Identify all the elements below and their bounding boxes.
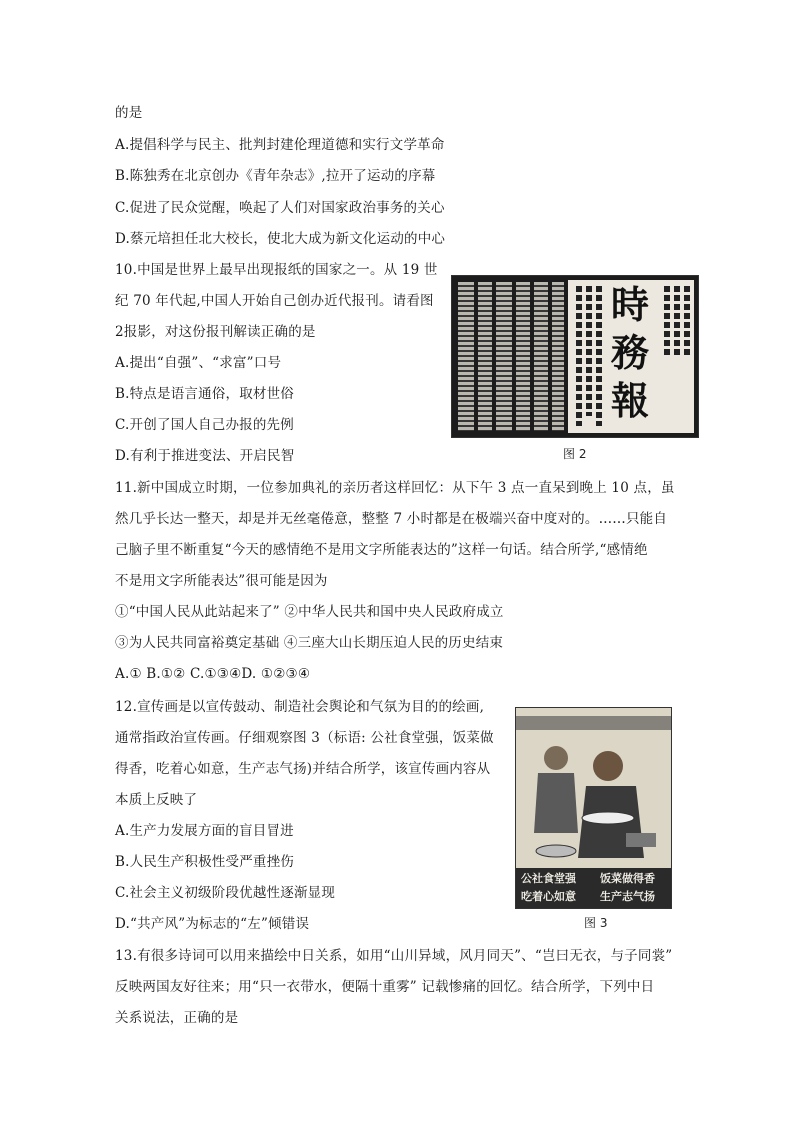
q13-stem-line2: 反映两国友好往来；用“只一衣带水，便隔十重雾” 记载惨痛的回忆。结合所学，下列中日 bbox=[115, 979, 655, 995]
q12-option-a: A.生产力发展方面的盲目冒进 bbox=[115, 823, 294, 839]
newspaper-title-char-1: 時 bbox=[610, 282, 649, 327]
q9-option-d: D.蔡元培担任北大校长，使北大成为新文化运动的中心 bbox=[115, 231, 446, 247]
q10-stem-line1: 10.中国是世界上最早出现报纸的国家之一。从 19 世 bbox=[115, 262, 438, 278]
q11-items-3-4: ③为人民共同富裕奠定基础 ④三座大山长期压迫人民的历史结束 bbox=[115, 635, 504, 651]
newspaper-title-char-2: 務 bbox=[610, 330, 649, 375]
poster-illustration bbox=[516, 708, 671, 868]
q12-stem-line1: 12.宣传画是以宣传鼓动、制造社会舆论和气氛为目的的绘画, bbox=[115, 699, 485, 715]
q10-stem-line3: 2报影，对这份报刊解读正确的是 bbox=[115, 324, 316, 340]
figure-3-caption: 图 3 bbox=[584, 916, 608, 930]
q12-stem-line2: 通常指政治宣传画。仔细观察图 3（标语: 公社食堂强，饭菜做 bbox=[115, 730, 494, 746]
newspaper-title-char-3: 報 bbox=[610, 378, 649, 423]
q12-stem-line4: 本质上反映了 bbox=[115, 792, 198, 808]
q10-option-b: B.特点是语言通俗，取材世俗 bbox=[115, 386, 295, 402]
q10-option-d: D.有利于推进变法、开启民智 bbox=[115, 448, 295, 464]
q10-option-a: A.提出“自强”、“求富”口号 bbox=[115, 355, 282, 371]
poster-slogan-3: 吃着心如意 bbox=[521, 890, 576, 903]
poster-slogan-1: 公社食堂强 bbox=[521, 872, 576, 885]
q11-stem-line1: 11.新中国成立时期，一位参加典礼的亲历者这样回忆：从下午 3 点一直呆到晚上 10 点，虽 bbox=[115, 480, 675, 496]
q12-option-d: D.“共产风”为标志的“左”倾错误 bbox=[115, 916, 310, 932]
q10-stem-line2: 纪 70 年代起,中国人开始自己创办近代报刊。请看图 bbox=[115, 293, 434, 309]
propaganda-poster-image bbox=[515, 707, 672, 909]
poster-slogan-2: 饭菜做得香 bbox=[600, 872, 655, 885]
q9-option-c: C.促进了民众觉醒，唤起了人们对国家政治事务的关心 bbox=[115, 200, 445, 216]
q11-stem-line4: 不是用文字所能表达”很可能是因为 bbox=[115, 573, 328, 589]
q11-stem-line2: 然几乎长达一整天，却是并无丝毫倦意，整整 7 小时都是在极端兴奋中度对的。……只能自 bbox=[115, 511, 668, 527]
poster-slogan-4: 生产志气扬 bbox=[600, 890, 655, 903]
q11-choices: A.① B.①② C.①③④D. ①②③④ bbox=[115, 666, 311, 682]
q9-option-b: B.陈独秀在北京创办《青年杂志》,拉开了运动的序幕 bbox=[115, 168, 436, 184]
q13-stem-line1: 13.有很多诗词可以用来描绘中日关系，如用“山川异域，风月同天”、“岂曰无衣，与子同裳” bbox=[115, 948, 673, 964]
figure-2-caption: 图 2 bbox=[563, 447, 587, 461]
q11-items-1-2: ①“中国人民从此站起来了” ②中华人民共和国中央人民政府成立 bbox=[115, 604, 504, 620]
q11-stem-line3: 己脑子里不断重复“今天的感情绝不是用文字所能表达的”这样一句话。结合所学,“感情绝 bbox=[115, 542, 648, 558]
q9-option-a: A.提倡科学与民主、批判封建伦理道德和实行文学革命 bbox=[115, 137, 445, 153]
q10-option-c: C.开创了国人自己办报的先例 bbox=[115, 417, 294, 433]
q12-option-c: C.社会主义初级阶段优越性逐渐显现 bbox=[115, 885, 336, 901]
q12-option-b: B.人民生产积极性受严重挫伤 bbox=[115, 854, 295, 870]
q12-stem-line3: 得香，吃着心如意，生产志气扬)并结合所学，该宣传画内容从 bbox=[115, 761, 491, 777]
q13-stem-line3: 关系说法，正确的是 bbox=[115, 1010, 239, 1026]
q9-tail: 的是 bbox=[115, 105, 143, 121]
newspaper-image bbox=[451, 275, 699, 438]
